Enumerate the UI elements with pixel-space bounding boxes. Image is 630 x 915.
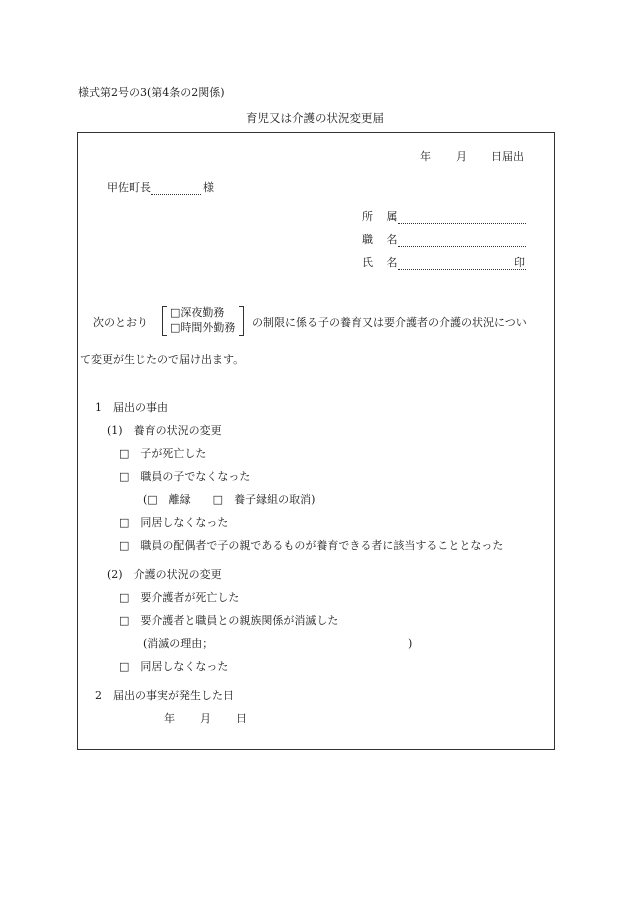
- date-month-label: 月: [456, 150, 467, 163]
- care-recipient-died-checkbox[interactable]: □ 要介護者が死亡した: [119, 591, 240, 604]
- addressee-fill-line: [151, 194, 201, 195]
- not-child-checkbox[interactable]: □ 職員の子でなくなった: [119, 470, 251, 483]
- child-status-heading: (1) 養育の状況の変更: [107, 424, 222, 437]
- work-type-bracket: [162, 306, 244, 336]
- relation-ended-reason-open: (消滅の理由；: [143, 637, 214, 650]
- position-label: 職 名: [362, 233, 403, 246]
- spouse-can-raise-checkbox[interactable]: □ 職員の配偶者で子の親であるものが養育できる者に該当することとなった: [119, 539, 504, 552]
- document-title: 育児又は介護の状況変更届: [246, 111, 384, 125]
- care-not-living-checkbox[interactable]: □ 同居しなくなった: [119, 660, 229, 673]
- name-label: 氏 名: [362, 256, 403, 269]
- child-died-checkbox[interactable]: □ 子が死亡した: [119, 447, 207, 460]
- form-number: 様式第2号の3(第4条の2関係): [78, 86, 225, 99]
- body-line2: て変更が生じたので届け出ます。: [80, 353, 245, 366]
- affiliation-label: 所 属: [362, 210, 403, 223]
- child-not-living-checkbox[interactable]: □ 同居しなくなった: [119, 516, 229, 529]
- occurrence-year-label: 年: [164, 712, 175, 725]
- affiliation-field[interactable]: [398, 223, 526, 224]
- body-lead: 次のとおり: [93, 316, 148, 329]
- addressee: [107, 181, 214, 195]
- occurrence-day-label: 日: [236, 712, 247, 725]
- date-day-label: 日届出: [491, 150, 524, 163]
- relation-ended-reason-close: ): [408, 637, 413, 650]
- occurrence-month-label: 月: [200, 712, 211, 725]
- form-frame: [77, 132, 555, 750]
- left-bracket: [162, 306, 167, 336]
- addressee-name: 甲佐町長: [107, 181, 151, 194]
- night-work-option[interactable]: □深夜勤務: [170, 306, 225, 319]
- body-line1-rest: の制限に係る子の養育又は要介護者の介護の状況につい: [252, 316, 527, 329]
- section2-heading: 2 届出の事実が発生した日: [95, 689, 234, 702]
- not-child-reason[interactable]: (□ 離縁 □ 養子縁組の取消): [143, 493, 316, 506]
- position-field[interactable]: [398, 246, 526, 247]
- section1-heading: 1 届出の事由: [95, 401, 168, 414]
- date-year-label: 年: [420, 150, 431, 163]
- care-status-heading: (2) 介護の状況の変更: [107, 568, 222, 581]
- addressee-suffix: 様: [203, 181, 214, 194]
- name-field[interactable]: [398, 269, 526, 270]
- right-bracket: [239, 306, 244, 336]
- overtime-work-option[interactable]: □時間外勤務: [170, 321, 236, 334]
- seal-mark: 印: [514, 256, 525, 269]
- relation-ended-checkbox[interactable]: □ 要介護者と職員との親族関係が消滅した: [119, 614, 339, 627]
